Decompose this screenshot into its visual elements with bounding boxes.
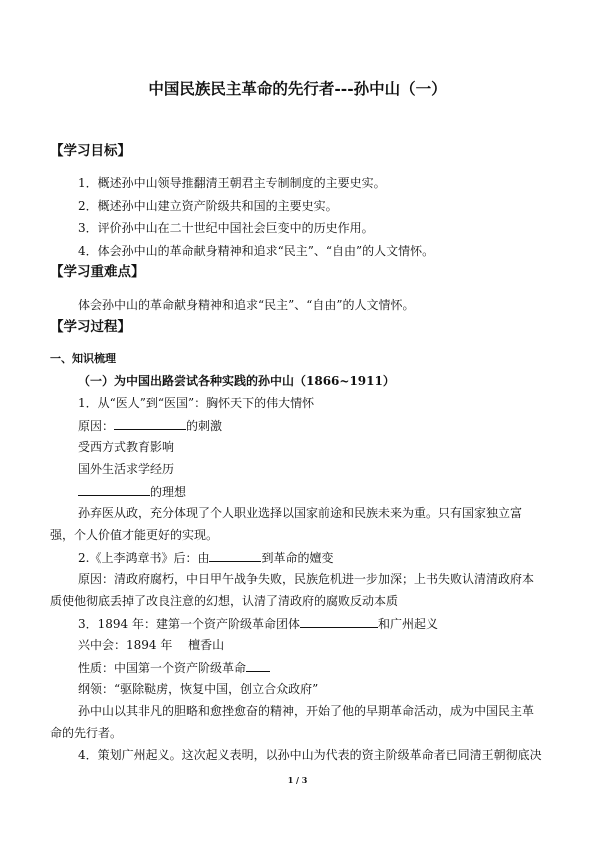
nature-line (78, 660, 270, 675)
reason-prefix: 原因： (78, 419, 115, 433)
goal-item-1: 1．概述孙中山领导推翻清王朝君主专制制度的主要史实。 (78, 176, 386, 190)
key-points-heading: 【学习重难点】 (50, 264, 145, 280)
reason-suffix: 的刺激 (186, 419, 223, 433)
fill-blank[interactable] (114, 418, 186, 430)
page-number: 1 / 3 (287, 775, 308, 785)
fill-blank[interactable] (246, 660, 270, 672)
paragraph-3-line-2: 命的先行者。 (50, 726, 123, 740)
program-line: 纲领：“驱除鞑虏，恢复中国，创立合众政府” (78, 682, 319, 696)
key-points-text: 体会孙中山的革命献身精神和追求“民主”、“自由”的人文情怀。 (78, 298, 415, 312)
goal-item-2: 2．概述孙中山建立资产阶级共和国的主要史实。 (78, 199, 338, 213)
item-4-line: 4．策划广州起义。这次起义表明，以孙中山为代表的资主阶级革命者已同清王朝彻底决 (78, 748, 542, 762)
ideal-suffix: 的理想 (150, 485, 187, 499)
page-title: 中国民族民主革命的先行者---孙中山（一） (148, 79, 447, 98)
item-2-suffix: 到革命的嬗变 (261, 551, 334, 565)
goal-item-3: 3．评价孙中山在二十世纪中国社会巨变中的历史作用。 (78, 221, 374, 235)
western-education-line: 受西方式教育影响 (78, 440, 175, 454)
fill-blank[interactable] (300, 616, 378, 628)
item-3-prefix: 3．1894 年：建第一个资产阶级革命团体 (78, 617, 300, 631)
item-3-suffix: 和广州起义 (378, 617, 439, 631)
learning-goals-heading: 【学习目标】 (50, 143, 131, 159)
knowledge-subheading: 一、知识梳理 (50, 352, 116, 365)
item-3-line (78, 616, 438, 631)
reason-line (78, 418, 222, 433)
fill-blank[interactable] (78, 484, 150, 496)
goal-item-4: 4．体会孙中山的革命献身精神和追求“民主”、“自由”的人文情怀。 (78, 244, 435, 258)
paragraph-2-line-1: 原因：清政府腐朽，中日甲午战争失败，民族危机进一步加深；上书失败认清清政府本 (78, 572, 535, 586)
paragraph-3-line-1: 孙中山以其非凡的胆略和愈挫愈奋的精神，开始了他的早期革命活动，成为中国民主革 (78, 704, 535, 718)
paragraph-2-line-2: 质使他彻底丢掉了改良注意的幻想，认清了清政府的腐败反动本质 (50, 594, 399, 608)
item-2-line (78, 550, 333, 565)
item-2-prefix: 2.《上李鸿章书》后：由 (78, 551, 210, 565)
paragraph-1-line-1: 孙弃医从政，充分体现了个人职业选择以国家前途和民族未来为重。只有国家独立富 (78, 506, 523, 520)
paragraph-1-line-2: 强，个人价值才能更好的实现。 (50, 528, 219, 542)
nature-prefix: 性质：中国第一个资产阶级革命 (78, 661, 247, 675)
learning-process-heading: 【学习过程】 (50, 319, 131, 335)
section-subheading: （一）为中国出路尝试各种实践的孙中山（1866~1911） (78, 374, 395, 388)
fill-blank[interactable] (209, 550, 261, 562)
ideal-line (78, 484, 186, 499)
item-1: 1．从“医人”到“医国”：胸怀天下的伟大情怀 (78, 396, 315, 410)
xingzhonghui-line: 兴中会：1894 年 檀香山 (78, 638, 225, 652)
abroad-line: 国外生活求学经历 (78, 462, 175, 476)
